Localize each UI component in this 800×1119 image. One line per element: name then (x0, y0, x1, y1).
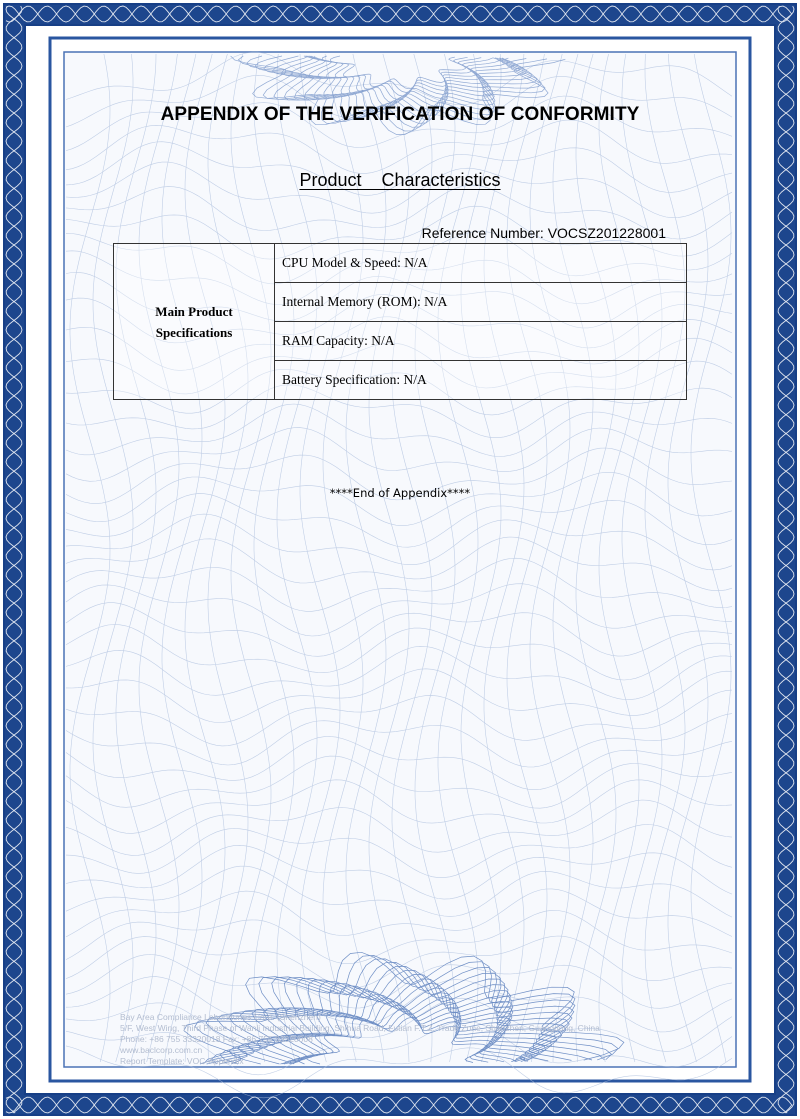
document-title: APPENDIX OF THE VERIFICATION OF CONFORMITY (160, 104, 640, 125)
document-subtitle: Product Characteristics (299, 170, 501, 190)
spec-label-line1: Main Product (155, 303, 233, 319)
spec-label-line2: Specifications (155, 324, 233, 340)
spec-table (113, 243, 687, 400)
footer-lab-info (120, 1012, 680, 1067)
footer-line: www.baclcorp.com.cn (120, 1045, 203, 1055)
footer-line: Phone: +86 755 33320018 Fax: +86 755 33320008 (120, 1034, 313, 1044)
end-of-appendix-note: ****End of Appendix**** (329, 486, 471, 500)
footer-line: Bay Area Compliance Laboratories Corp. (Shenzhen) (120, 1012, 321, 1022)
reference-label: Reference Number: (421, 225, 544, 241)
spec-battery-cell: Battery Specification: N/A (275, 361, 687, 400)
spec-rom-cell: Internal Memory (ROM): N/A (275, 283, 687, 322)
reference-number: VOCSZ201228001 (547, 225, 666, 241)
spec-label-cell (114, 244, 275, 400)
footer-line: 5/F, West Wing, Third Phase of Wanli Industrial Building, Shihua Road, Futian F.T.Z. Trade Zone, Shenzhen, Guangdong, China (120, 1023, 600, 1033)
footer-line: Report Template: VOC-Appendix (120, 1056, 244, 1066)
table-row (114, 244, 687, 283)
reference-line (422, 225, 666, 241)
spec-cpu-cell: CPU Model & Speed: N/A (275, 244, 687, 283)
spec-ram-cell: RAM Capacity: N/A (275, 322, 687, 361)
